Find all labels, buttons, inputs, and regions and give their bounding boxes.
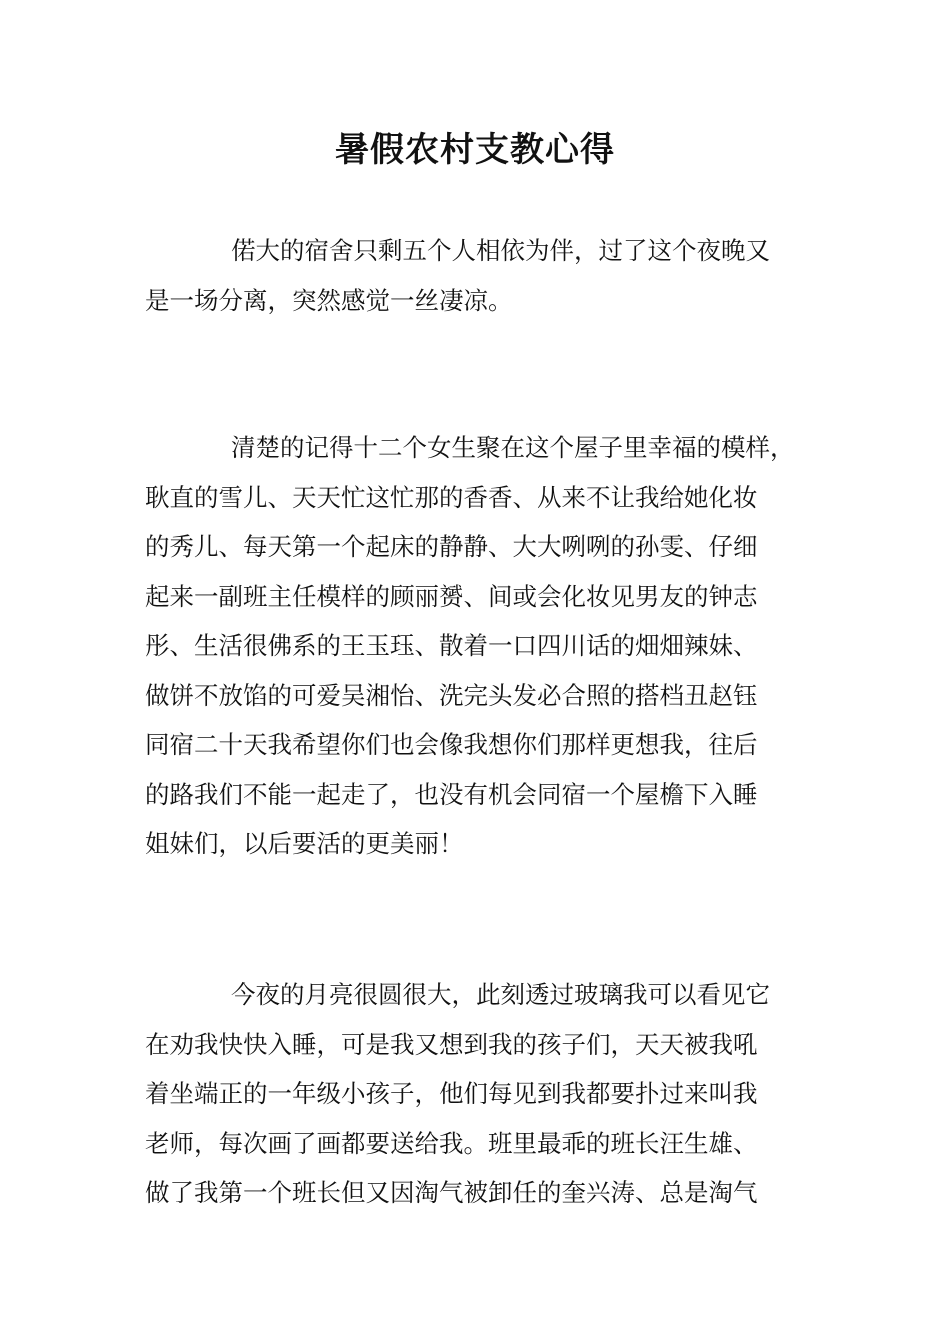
paragraph-1 [145, 226, 835, 325]
paragraph-line: 着坐端正的一年级小孩子，他们每见到我都要扑过来叫我 [145, 1079, 758, 1108]
paragraph-line: 彤、生活很佛系的王玉珏、散着一口四川话的畑畑辣妹、 [145, 631, 758, 660]
paragraph-line: 今夜的月亮很圆很大，此刻透过玻璃我可以看见它 [231, 980, 770, 1009]
paragraph-line: 偌大的宿舍只剩五个人相依为伴，过了这个夜晚又 [231, 236, 770, 265]
paragraph-line: 姐妹们，以后要活的更美丽！ [145, 829, 464, 858]
paragraph-line: 同宿二十天我希望你们也会像我想你们那样更想我，往后 [145, 730, 758, 759]
paragraph-line: 的秀儿、每天第一个起床的静静、大大咧咧的孙雯、仔细 [145, 532, 758, 561]
paragraph-line: 清楚的记得十二个女生聚在这个屋子里幸福的模样， [231, 433, 795, 462]
paragraph-line: 做饼不放馅的可爱吴湘怡、洗完头发必合照的搭档丑赵钰 [145, 680, 758, 710]
paragraph-line: 耿直的雪儿、天天忙这忙那的香香、从来不让我给她化妆 [145, 482, 758, 512]
paragraph-2 [145, 423, 835, 869]
paragraph-line: 是一场分离，突然感觉一丝凄凉。 [145, 285, 513, 315]
paragraph-line: 做了我第一个班长但又因淘气被卸任的奎兴涛、总是淘气 [145, 1178, 758, 1207]
paragraph-3 [145, 970, 835, 1218]
page-title: 暑假农村支教心得 [335, 130, 615, 170]
paragraph-line: 在劝我快快入睡，可是我又想到我的孩子们，天天被我吼 [145, 1029, 758, 1059]
paragraph-line: 的路我们不能一起走了，也没有机会同宿一个屋檐下入睡 [145, 779, 758, 809]
paragraph-line: 起来一副班主任模样的顾丽赟、间或会化妆见男友的钟志 [145, 581, 758, 611]
paragraph-line: 老师，每次画了画都要送给我。班里最乖的班长汪生雄、 [145, 1128, 758, 1158]
